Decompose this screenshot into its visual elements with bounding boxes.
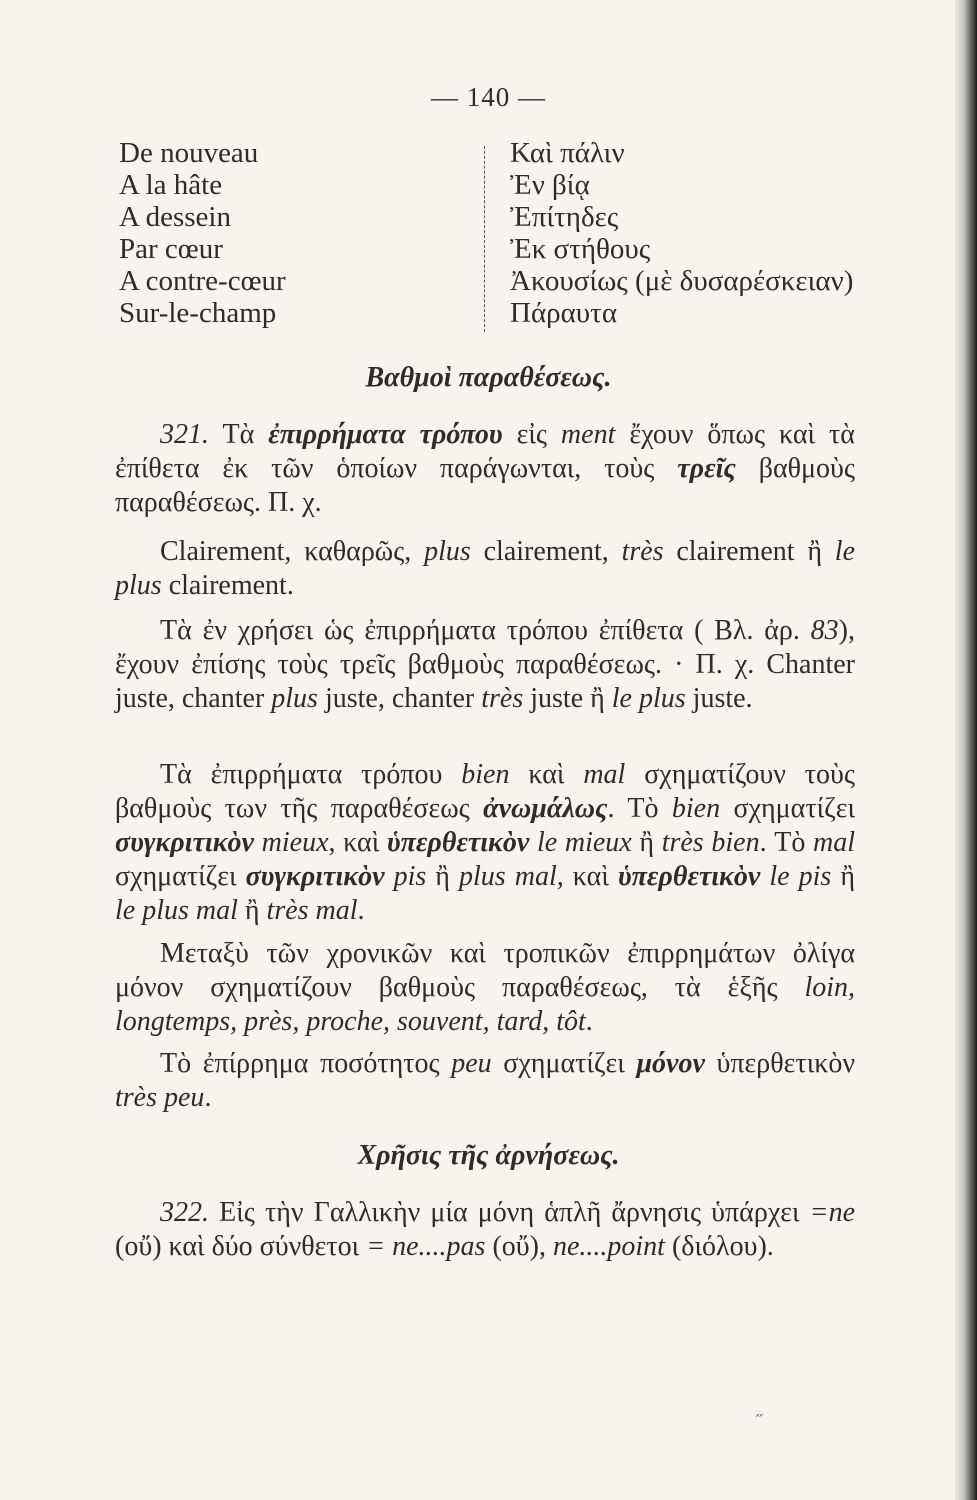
french-expression: A contre-cœur <box>119 265 286 297</box>
greek-translations-list <box>510 137 853 329</box>
paragraph-bien-mal: Τὰ ἐπιρρήματα τρόπου bien καὶ mal σχηματίζουν τοὺς βαθμοὺς των τῆς παραθέσεως ἀνωμάλως. Τὸ bien σχηματίζει συγκριτικὸν mieux, καὶ ὑπερθετικὸν le mieux ἢ très bien. Τὸ mal σχηματίζει συγκριτικὸν pis ἢ plus mal, καὶ ὑπερθετικὸν le pis ἢ le plus mal ἢ très mal. <box>115 759 856 926</box>
greek-translation: Πάραυτα <box>510 297 618 329</box>
french-expression: A dessein <box>119 201 231 233</box>
greek-translation: Ἐν βίᾳ <box>510 169 590 201</box>
pencil-mark: ˶ <box>756 1402 763 1424</box>
section-heading-comparison: Βαθμοὶ παραθέσεως. <box>365 362 612 393</box>
greek-translation: Ἐπίτηδες <box>510 201 619 233</box>
section-heading-negation: Χρῆσις τῆς ἀρνήσεως. <box>357 1140 620 1171</box>
paragraph-number: 321. <box>160 419 209 450</box>
paragraph-clairement-example: Clairement, καθαρῶς, plus clairement, très clairement ἢ le plus clairement. <box>115 536 856 601</box>
paragraph-adjectives-as-adverbs: Τὰ ἐν χρήσει ὡς ἐπιρρήματα τρόπου ἐπίθετα ( Βλ. ἀρ. 83), ἔχουν ἐπίσης τοὺς τρεῖς βαθμοὺς παραθέσεως. · Π. χ. Chanter juste, chanter plus juste, chanter très juste ἢ le plus juste. <box>115 615 855 714</box>
paragraph-peu: Τὸ ἐπίρρημα ποσότητος peu σχηματίζει μόνον ὑπερθετικὸν très peu. <box>115 1048 855 1113</box>
french-expression: De nouveau <box>119 137 259 169</box>
greek-translation: Ἀκουσίως (μὲ δυσαρέσκειαν) <box>510 265 854 297</box>
french-expression: Par cœur <box>119 233 223 265</box>
french-expression: A la hâte <box>119 169 223 201</box>
french-expression: Sur-le-champ <box>119 297 277 329</box>
paragraph-321: 321. Τὰ ἐπιρρήματα τρόπου εἰς ment ἔχουν ὅπως καὶ τὰ ἐπίθετα ἐκ τῶν ὁποίων παράγωνται, τοὺς τρεῖς βαθμοὺς παραθέσεως. Π. χ. <box>115 419 855 518</box>
page-number: — 140 — <box>431 82 546 112</box>
french-expressions-list <box>119 137 286 329</box>
paragraph-322: 322. Εἰς τὴν Γαλλικὴν μία μόνη ἁπλῆ ἄρνησις ὑπάρχει =ne (οὔ) καὶ δύο σύνθετοι = ne....pas (οὔ), ne....point (διόλου). <box>115 1197 855 1262</box>
greek-translation: Ἐκ στήθους <box>510 233 651 265</box>
greek-translation: Καὶ πάλιν <box>510 137 625 169</box>
paragraph-temporal-adverbs: Μεταξὺ τῶν χρονικῶν καὶ τροπικῶν ἐπιρρημάτων ὀλίγα μόνον σχηματίζουν βαθμοὺς παραθέσεως, τὰ ἑξῆς loin, longtemps, près, proche, souvent, tard, tôt. <box>115 938 855 1037</box>
paragraph-number: 322. <box>160 1197 209 1228</box>
column-divider <box>484 146 485 332</box>
page-binding-edge <box>955 0 977 1500</box>
